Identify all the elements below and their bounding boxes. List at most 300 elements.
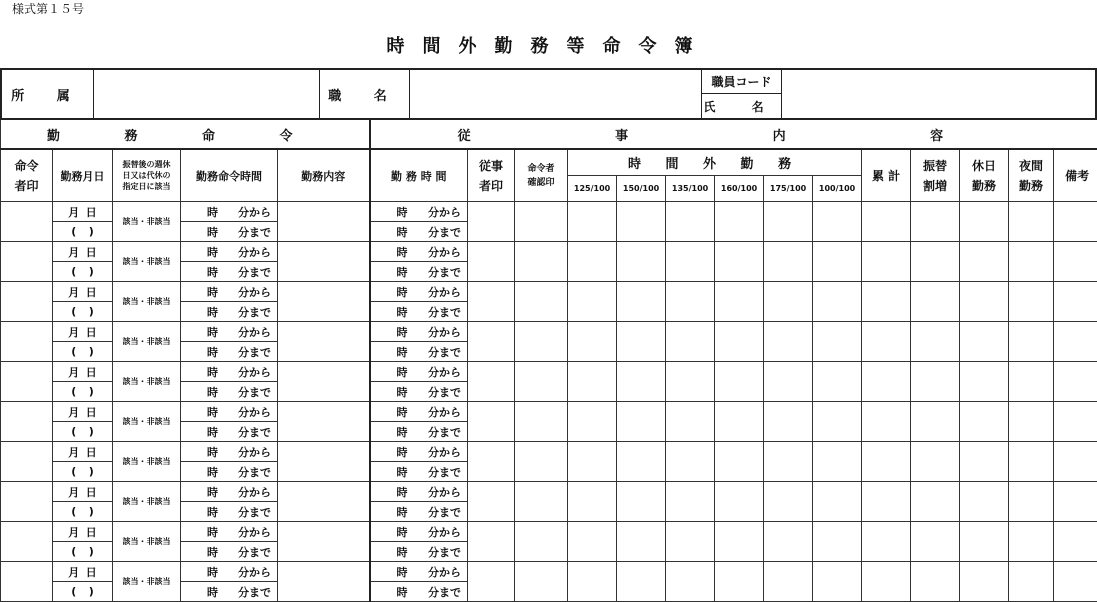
data-cell[interactable]: [515, 242, 568, 282]
data-cell[interactable]: [764, 322, 813, 362]
month-label: 月: [68, 364, 79, 380]
data-cell[interactable]: [666, 402, 715, 442]
col-work-content: 勤務内容: [278, 149, 370, 202]
month-label: 月: [68, 204, 79, 220]
data-cell[interactable]: [515, 562, 568, 602]
order-time-until[interactable]: [181, 542, 278, 562]
data-cell[interactable]: [715, 202, 764, 242]
hour-label: 時: [397, 284, 408, 300]
work-content-cell[interactable]: [278, 242, 370, 282]
date-weekday[interactable]: [53, 422, 113, 442]
day-label: 日: [86, 404, 97, 420]
order-time-until[interactable]: [181, 222, 278, 242]
affiliation-field[interactable]: [94, 70, 320, 118]
day-label: 日: [86, 444, 97, 460]
data-cell[interactable]: [617, 522, 666, 562]
data-cell[interactable]: [1009, 562, 1054, 602]
data-cell[interactable]: [813, 322, 862, 362]
hour-label: 時: [397, 444, 408, 460]
data-cell[interactable]: [617, 562, 666, 602]
data-cell[interactable]: [515, 362, 568, 402]
substitute-cell[interactable]: 該当・非該当: [113, 482, 181, 522]
staff-name-field[interactable]: [782, 70, 1095, 118]
data-cell[interactable]: [862, 362, 911, 402]
order-seal-cell[interactable]: [1, 202, 53, 242]
data-cell[interactable]: [1054, 442, 1097, 482]
data-cell[interactable]: [715, 362, 764, 402]
data-cell[interactable]: [1009, 362, 1054, 402]
data-cell[interactable]: [1054, 202, 1097, 242]
data-cell[interactable]: [617, 242, 666, 282]
substitute-cell[interactable]: 該当・非該当: [113, 322, 181, 362]
data-cell[interactable]: [1009, 442, 1054, 482]
data-cell[interactable]: [666, 202, 715, 242]
order-time-from[interactable]: [181, 482, 278, 502]
work-content-cell[interactable]: [278, 202, 370, 242]
order-time-from[interactable]: [181, 282, 278, 302]
data-cell[interactable]: [568, 362, 617, 402]
data-cell[interactable]: [1009, 282, 1054, 322]
data-cell[interactable]: [1009, 482, 1054, 522]
data-cell[interactable]: [666, 482, 715, 522]
data-cell[interactable]: [764, 562, 813, 602]
data-cell[interactable]: [468, 402, 515, 442]
paren-open: (: [71, 385, 76, 398]
paren-open: (: [71, 465, 76, 478]
data-cell[interactable]: [911, 322, 960, 362]
hour-label: 時: [397, 304, 408, 320]
date-month-day[interactable]: [53, 522, 113, 542]
date-month-day[interactable]: [53, 282, 113, 302]
data-cell[interactable]: [1054, 522, 1097, 562]
data-cell[interactable]: [1054, 322, 1097, 362]
until-label: 分まで: [238, 344, 271, 360]
work-time-from[interactable]: [370, 402, 468, 422]
col-remarks: 備考: [1054, 149, 1097, 202]
data-cell[interactable]: [568, 322, 617, 362]
day-label: 日: [86, 524, 97, 540]
data-cell[interactable]: [568, 242, 617, 282]
data-cell[interactable]: [1054, 282, 1097, 322]
date-weekday[interactable]: [53, 462, 113, 482]
data-cell[interactable]: [1009, 322, 1054, 362]
data-cell[interactable]: [862, 242, 911, 282]
hour-label: 時: [397, 524, 408, 540]
data-cell[interactable]: [960, 322, 1009, 362]
until-label: 分まで: [428, 264, 461, 280]
data-cell[interactable]: [813, 522, 862, 562]
date-weekday[interactable]: [53, 382, 113, 402]
hour-label: 時: [397, 244, 408, 260]
day-label: 日: [86, 364, 97, 380]
order-seal-cell[interactable]: [1, 282, 53, 322]
date-month-day[interactable]: [53, 482, 113, 502]
hour-label: 時: [207, 264, 218, 280]
data-cell[interactable]: [468, 282, 515, 322]
data-cell[interactable]: [666, 322, 715, 362]
hour-label: 時: [397, 324, 408, 340]
data-cell[interactable]: [813, 202, 862, 242]
col-order-seal: [1, 149, 53, 202]
order-seal-cell[interactable]: [1, 442, 53, 482]
staff-code-label: 職員コード: [702, 70, 782, 94]
day-label: 日: [86, 564, 97, 580]
paren-close: ): [89, 425, 94, 438]
data-cell[interactable]: [1054, 482, 1097, 522]
substitute-cell[interactable]: 該当・非該当: [113, 402, 181, 442]
data-cell[interactable]: [813, 562, 862, 602]
data-cell[interactable]: [715, 322, 764, 362]
until-label: 分まで: [428, 344, 461, 360]
data-cell[interactable]: [515, 402, 568, 442]
data-cell[interactable]: [960, 282, 1009, 322]
data-cell[interactable]: [862, 562, 911, 602]
work-time-from[interactable]: [370, 522, 468, 542]
date-weekday[interactable]: [53, 542, 113, 562]
data-cell[interactable]: [960, 482, 1009, 522]
order-time-from[interactable]: [181, 362, 278, 382]
work-content-cell[interactable]: [278, 522, 370, 562]
order-time-from[interactable]: [181, 402, 278, 422]
data-cell[interactable]: [1009, 242, 1054, 282]
rate-160: 160/100: [715, 176, 764, 202]
date-month-day[interactable]: [53, 322, 113, 342]
work-time-from[interactable]: [370, 442, 468, 462]
order-time-from[interactable]: [181, 202, 278, 222]
data-cell[interactable]: [764, 442, 813, 482]
paren-open: (: [71, 425, 76, 438]
work-time-until[interactable]: [370, 502, 468, 522]
hour-label: 時: [207, 484, 218, 500]
data-cell[interactable]: [568, 522, 617, 562]
work-time-from[interactable]: [370, 482, 468, 502]
date-month-day[interactable]: [53, 402, 113, 422]
data-cell[interactable]: [764, 362, 813, 402]
data-cell[interactable]: [617, 282, 666, 322]
work-content-cell[interactable]: [278, 402, 370, 442]
data-cell[interactable]: [468, 442, 515, 482]
data-cell[interactable]: [666, 242, 715, 282]
from-label: 分から: [428, 244, 461, 260]
data-cell[interactable]: [813, 402, 862, 442]
col-work-date: 勤務月日: [53, 149, 113, 202]
hour-label: 時: [207, 324, 218, 340]
data-cell[interactable]: [813, 442, 862, 482]
substitute-cell[interactable]: 該当・非該当: [113, 242, 181, 282]
order-time-from[interactable]: [181, 522, 278, 542]
hour-label: 時: [397, 464, 408, 480]
work-content-cell[interactable]: [278, 562, 370, 602]
data-cell[interactable]: [515, 442, 568, 482]
work-time-from[interactable]: [370, 562, 468, 582]
order-time-until[interactable]: [181, 382, 278, 402]
col-worker-seal-text: 従事 者印: [479, 159, 503, 193]
order-time-from[interactable]: [181, 442, 278, 462]
data-cell[interactable]: [1054, 402, 1097, 442]
col-transfer-text: 振替 割増: [923, 159, 947, 193]
order-time-until[interactable]: [181, 342, 278, 362]
data-cell[interactable]: [862, 202, 911, 242]
substitute-cell[interactable]: 該当・非該当: [113, 362, 181, 402]
data-cell[interactable]: [468, 522, 515, 562]
order-seal-cell[interactable]: [1, 242, 53, 282]
data-cell[interactable]: [862, 522, 911, 562]
hour-label: 時: [397, 424, 408, 440]
work-time-until[interactable]: [370, 262, 468, 282]
data-cell[interactable]: [468, 482, 515, 522]
data-cell[interactable]: [468, 322, 515, 362]
band-order: 勤 務 命 令: [47, 129, 323, 144]
order-time-until[interactable]: [181, 462, 278, 482]
hour-label: 時: [207, 424, 218, 440]
col-order-seal-text: 命令 者印: [14, 159, 38, 193]
data-cell[interactable]: [1009, 522, 1054, 562]
data-cell[interactable]: [960, 242, 1009, 282]
data-cell[interactable]: [911, 362, 960, 402]
work-time-until[interactable]: [370, 542, 468, 562]
data-cell[interactable]: [715, 562, 764, 602]
work-time-from[interactable]: [370, 322, 468, 342]
data-cell[interactable]: [568, 442, 617, 482]
data-cell[interactable]: [960, 402, 1009, 442]
data-cell[interactable]: [813, 482, 862, 522]
order-time-until[interactable]: [181, 422, 278, 442]
until-label: 分まで: [238, 544, 271, 560]
hour-label: 時: [397, 224, 408, 240]
substitute-cell[interactable]: 該当・非該当: [113, 442, 181, 482]
work-content-cell[interactable]: [278, 282, 370, 322]
table-row: [1, 362, 1097, 382]
data-cell[interactable]: [715, 402, 764, 442]
substitute-cell[interactable]: 該当・非該当: [113, 282, 181, 322]
data-cell[interactable]: [617, 322, 666, 362]
hour-label: 時: [207, 544, 218, 560]
data-cell[interactable]: [764, 202, 813, 242]
order-seal-cell[interactable]: [1, 322, 53, 362]
affiliation-label: 所 属: [2, 70, 94, 118]
from-label: 分から: [428, 444, 461, 460]
from-label: 分から: [238, 324, 271, 340]
substitute-cell[interactable]: 該当・非該当: [113, 202, 181, 242]
substitute-cell[interactable]: 該当・非該当: [113, 562, 181, 602]
data-cell[interactable]: [960, 442, 1009, 482]
data-cell[interactable]: [617, 402, 666, 442]
position-label: 職 名: [320, 70, 410, 118]
data-cell[interactable]: [666, 562, 715, 602]
hour-label: 時: [397, 404, 408, 420]
work-time-from[interactable]: [370, 282, 468, 302]
data-cell[interactable]: [911, 482, 960, 522]
month-label: 月: [68, 484, 79, 500]
date-month-day[interactable]: [53, 442, 113, 462]
date-weekday[interactable]: [53, 342, 113, 362]
data-cell[interactable]: [764, 482, 813, 522]
data-cell[interactable]: [617, 482, 666, 522]
data-cell[interactable]: [862, 322, 911, 362]
data-cell[interactable]: [1009, 402, 1054, 442]
work-time-until[interactable]: [370, 222, 468, 242]
data-cell[interactable]: [813, 282, 862, 322]
work-time-until[interactable]: [370, 342, 468, 362]
hour-label: 時: [397, 564, 408, 580]
work-time-until[interactable]: [370, 382, 468, 402]
data-cell[interactable]: [960, 202, 1009, 242]
date-weekday[interactable]: [53, 262, 113, 282]
data-cell[interactable]: [911, 562, 960, 602]
date-month-day[interactable]: [53, 362, 113, 382]
data-cell[interactable]: [1054, 362, 1097, 402]
work-time-from[interactable]: [370, 362, 468, 382]
hour-label: 時: [397, 584, 408, 600]
work-time-until[interactable]: [370, 582, 468, 602]
data-cell[interactable]: [911, 442, 960, 482]
data-cell[interactable]: [1009, 202, 1054, 242]
col-holiday-text: 休日 勤務: [972, 159, 996, 193]
until-label: 分まで: [238, 224, 271, 240]
data-cell[interactable]: [515, 282, 568, 322]
data-cell[interactable]: [764, 522, 813, 562]
order-time-until[interactable]: [181, 582, 278, 602]
data-cell[interactable]: [911, 402, 960, 442]
work-time-until[interactable]: [370, 422, 468, 442]
data-cell[interactable]: [715, 442, 764, 482]
day-label: 日: [86, 324, 97, 340]
from-label: 分から: [428, 524, 461, 540]
data-cell[interactable]: [715, 482, 764, 522]
hour-label: 時: [207, 304, 218, 320]
data-cell[interactable]: [617, 362, 666, 402]
order-time-until[interactable]: [181, 302, 278, 322]
work-time-until[interactable]: [370, 462, 468, 482]
data-cell[interactable]: [468, 242, 515, 282]
col-work-time: 勤 務 時 間: [370, 149, 468, 202]
paren-close: ): [89, 585, 94, 598]
position-field[interactable]: [410, 70, 702, 118]
hour-label: 時: [207, 344, 218, 360]
data-cell[interactable]: [911, 522, 960, 562]
order-seal-cell[interactable]: [1, 402, 53, 442]
data-cell[interactable]: [468, 562, 515, 602]
date-month-day[interactable]: [53, 202, 113, 222]
col-overtime: 時 間 外 勤 務: [568, 149, 862, 176]
data-cell[interactable]: [764, 242, 813, 282]
work-content-cell[interactable]: [278, 362, 370, 402]
work-time-from[interactable]: [370, 202, 468, 222]
data-cell[interactable]: [715, 242, 764, 282]
work-time-from[interactable]: [370, 242, 468, 262]
order-seal-cell[interactable]: [1, 562, 53, 602]
date-weekday[interactable]: [53, 302, 113, 322]
data-cell[interactable]: [911, 282, 960, 322]
data-cell[interactable]: [862, 482, 911, 522]
until-label: 分まで: [428, 304, 461, 320]
col-orderer-confirm-line: 確認印: [515, 176, 567, 190]
until-label: 分まで: [428, 544, 461, 560]
data-cell[interactable]: [666, 522, 715, 562]
data-cell[interactable]: [715, 522, 764, 562]
data-cell[interactable]: [617, 442, 666, 482]
data-cell[interactable]: [1054, 242, 1097, 282]
until-label: 分まで: [238, 304, 271, 320]
date-weekday[interactable]: [53, 222, 113, 242]
data-cell[interactable]: [666, 362, 715, 402]
data-cell[interactable]: [911, 242, 960, 282]
data-cell[interactable]: [813, 362, 862, 402]
data-cell[interactable]: [515, 482, 568, 522]
data-cell[interactable]: [666, 282, 715, 322]
date-month-day[interactable]: [53, 242, 113, 262]
data-cell[interactable]: [960, 522, 1009, 562]
data-cell[interactable]: [862, 402, 911, 442]
data-cell[interactable]: [568, 282, 617, 322]
order-time-until[interactable]: [181, 502, 278, 522]
data-cell[interactable]: [515, 202, 568, 242]
data-cell[interactable]: [515, 522, 568, 562]
paren-open: (: [71, 585, 76, 598]
order-time-until[interactable]: [181, 262, 278, 282]
paren-open: (: [71, 505, 76, 518]
work-time-until[interactable]: [370, 302, 468, 322]
col-night-text: 夜間 勤務: [1019, 159, 1043, 193]
hour-label: 時: [207, 524, 218, 540]
paren-close: ): [89, 305, 94, 318]
data-cell[interactable]: [666, 442, 715, 482]
data-cell[interactable]: [764, 282, 813, 322]
data-cell[interactable]: [568, 402, 617, 442]
order-seal-cell[interactable]: [1, 362, 53, 402]
data-cell[interactable]: [960, 562, 1009, 602]
data-cell[interactable]: [764, 402, 813, 442]
rate-150: 150/100: [617, 176, 666, 202]
order-seal-cell[interactable]: [1, 482, 53, 522]
data-cell[interactable]: [617, 202, 666, 242]
rate-175: 175/100: [764, 176, 813, 202]
data-cell[interactable]: [568, 482, 617, 522]
data-cell[interactable]: [862, 282, 911, 322]
work-content-cell[interactable]: [278, 322, 370, 362]
order-seal-cell[interactable]: [1, 522, 53, 562]
order-time-from[interactable]: [181, 562, 278, 582]
work-content-cell[interactable]: [278, 442, 370, 482]
col-transfer-increase: [911, 149, 960, 202]
until-label: 分まで: [238, 464, 271, 480]
data-cell[interactable]: [468, 362, 515, 402]
data-cell[interactable]: [468, 202, 515, 242]
data-cell[interactable]: [911, 202, 960, 242]
date-month-day[interactable]: [53, 562, 113, 582]
data-cell[interactable]: [515, 322, 568, 362]
data-cell[interactable]: [1054, 562, 1097, 602]
table-row: [1, 242, 1097, 262]
data-cell[interactable]: [568, 562, 617, 602]
date-weekday[interactable]: [53, 502, 113, 522]
data-cell[interactable]: [813, 242, 862, 282]
data-cell[interactable]: [715, 282, 764, 322]
paren-close: ): [89, 385, 94, 398]
work-content-cell[interactable]: [278, 482, 370, 522]
from-label: 分から: [428, 204, 461, 220]
data-cell[interactable]: [862, 442, 911, 482]
paren-close: ): [89, 265, 94, 278]
data-cell[interactable]: [960, 362, 1009, 402]
order-time-from[interactable]: [181, 242, 278, 262]
substitute-cell[interactable]: 該当・非該当: [113, 522, 181, 562]
hour-label: 時: [207, 284, 218, 300]
data-cell[interactable]: [568, 202, 617, 242]
order-time-from[interactable]: [181, 322, 278, 342]
date-weekday[interactable]: [53, 582, 113, 602]
from-label: 分から: [238, 364, 271, 380]
